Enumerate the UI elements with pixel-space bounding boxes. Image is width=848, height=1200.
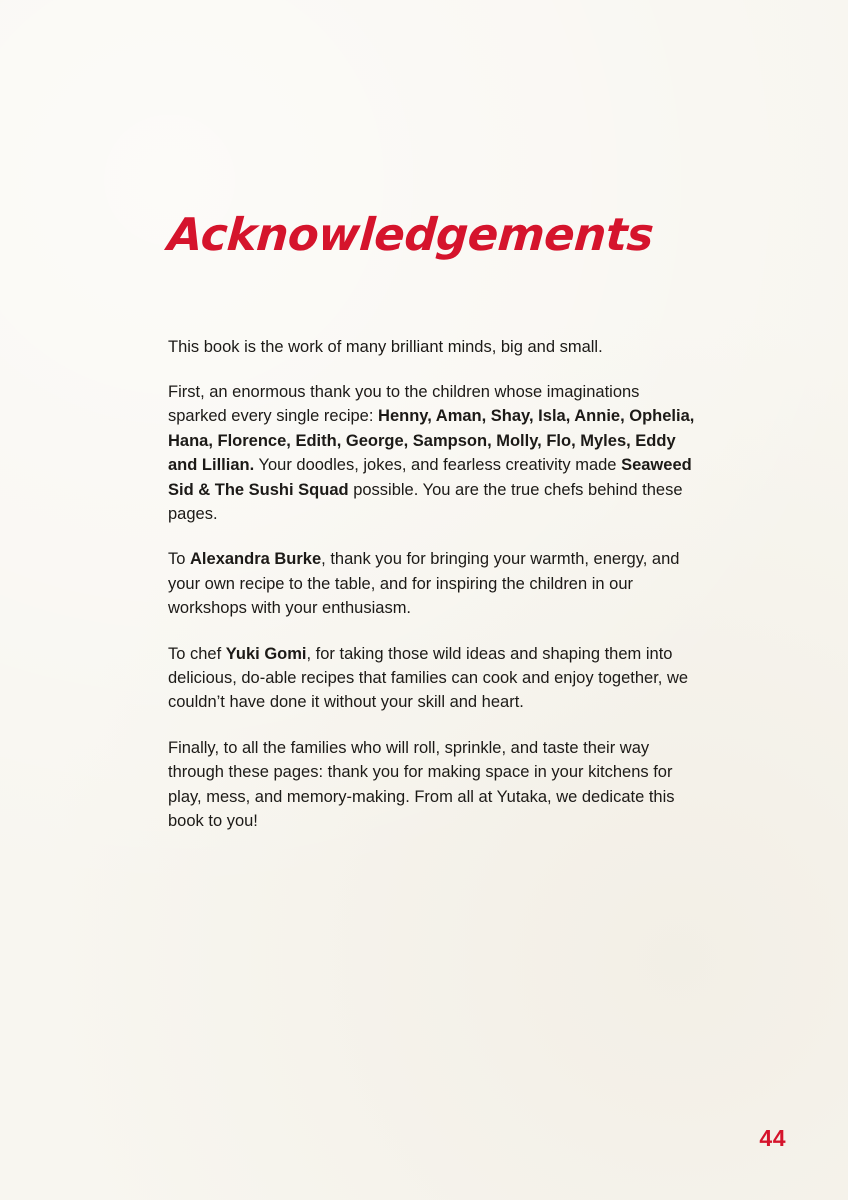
text-run: Finally, to all the families who will roll, sprinkle, and taste their way through these pages: thank you for making space in your kitchens for play, mess, and memory-making. From all at Yutaka, we dedicate this book to you! [168, 738, 675, 830]
page-title: Acknowledgements [166, 208, 656, 261]
text-run: possible. You are the true chefs behind these pages. [168, 480, 683, 523]
acknowledgements-body [168, 335, 698, 834]
paragraph-intro [168, 335, 698, 359]
paragraph-children [168, 380, 698, 526]
text-run: This book is the work of many brilliant minds, big and small. [168, 337, 603, 356]
page-content [168, 210, 698, 833]
emphasised-text: Seaweed Sid & The Sushi Squad [168, 456, 692, 499]
text-run: , thank you for bringing your warmth, energy, and your own recipe to the table, and for inspiring the children in our workshops with your enthusiasm. [168, 550, 680, 618]
text-run: To chef [168, 644, 226, 663]
paragraph-yuki-gomi [168, 642, 698, 715]
emphasised-text: Alexandra Burke [190, 550, 322, 569]
emphasised-text: Henny, Aman, Shay, Isla, Annie, Ophelia, Hana, Florence, Edith, George, Sampson, Molly, Flo, Myles, Eddy and Lillian. [168, 407, 695, 475]
paragraph-families [168, 736, 698, 834]
text-run: First, an enormous thank you to the children whose imaginations sparked every single recipe: [168, 382, 640, 426]
text-run: , for taking those wild ideas and shaping them into delicious, do-able recipes that families can cook and enjoy together, we couldn’t have done it without your skill and heart. [168, 644, 689, 712]
emphasised-text: Yuki Gomi [225, 644, 307, 663]
text-run: To [168, 550, 191, 569]
paragraph-alexandra-burke [168, 547, 698, 620]
text-run: Your doodles, jokes, and fearless creativity made [254, 456, 622, 475]
page-number: 44 [759, 1125, 786, 1151]
